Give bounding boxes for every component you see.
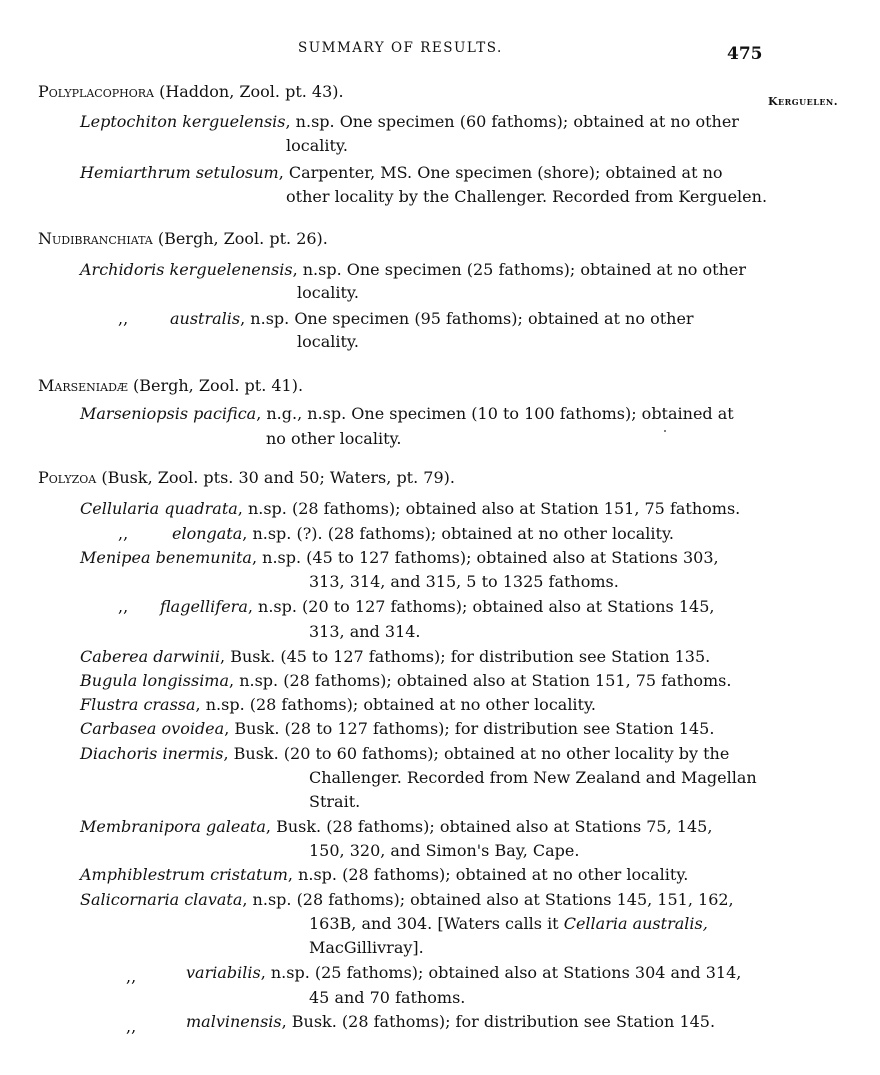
species-details: , Busk. (28 fathoms); obtained also at Stations 75, 145,: [265, 817, 713, 836]
species-entry: [80, 647, 710, 667]
continuation-line: 150, 320, and Simon's Bay, Cape.: [309, 841, 580, 860]
group-ref: (Haddon, Zool. pt. 43).: [153, 82, 344, 101]
species-details: , n.sp. (25 fathoms); obtained also at Stations 304 and 314,: [260, 963, 742, 982]
species-details: , n.sp. (28 fathoms); obtained at no other locality.: [195, 695, 596, 714]
species-entry: [80, 112, 739, 132]
species-name: australis: [170, 309, 241, 328]
species-entry: [80, 548, 719, 568]
species-details: , n.sp. (28 fathoms); obtained also at Station 151, 75 fathoms.: [229, 671, 732, 690]
species-details: , n.sp. One specimen (60 fathoms); obtained at no other: [285, 112, 739, 131]
species-details: , n.sp. (?). (28 fathoms); obtained at no other locality.: [242, 524, 674, 543]
species-name: Archidoris kerguelenensis: [80, 260, 293, 279]
species-entry: [186, 1012, 715, 1032]
ditto-mark: ,,: [126, 1017, 137, 1036]
continuation-line: no other locality.: [266, 429, 402, 448]
species-name: variabilis: [186, 963, 261, 982]
group-ref: (Bergh, Zool. pt. 41).: [127, 376, 304, 395]
species-details: , Carpenter, MS. One specimen (shore); obtained at no: [278, 163, 723, 182]
continuation-line: 313, 314, and 315, 5 to 1325 fathoms.: [309, 572, 619, 591]
running-title: SUMMARY OF RESULTS.: [298, 40, 503, 56]
ditto-mark: ,,: [118, 309, 129, 328]
continuation-line: Strait.: [309, 792, 361, 811]
group-name: Polyplacophora: [38, 82, 154, 101]
species-details: , n.sp. One specimen (25 fathoms); obtained at no other: [292, 260, 746, 279]
species-details: , Busk. (20 to 60 fathoms); obtained at no other locality by the: [223, 744, 730, 763]
species-details: , n.g., n.sp. One specimen (10 to 100 fathoms); obtained at: [256, 404, 734, 423]
section-heading: [38, 468, 455, 488]
species-details: , n.sp. One specimen (95 fathoms); obtained at no other: [240, 309, 694, 328]
species-entry: [80, 890, 734, 910]
species-name: Marseniopsis pacifica: [80, 404, 257, 423]
species-entry: [170, 309, 694, 329]
species-details: , Busk. (45 to 127 fathoms); for distribution see Station 135.: [220, 647, 711, 666]
species-name: elongata: [172, 524, 243, 543]
species-name: Amphiblestrum cristatum: [80, 865, 288, 884]
continuation-line: [309, 914, 708, 934]
species-name: Membranipora galeata: [80, 817, 266, 836]
species-name: Carbasea ovoidea: [80, 719, 225, 738]
species-entry: [186, 963, 741, 983]
group-name: Nudibranchiata: [38, 229, 153, 248]
continuation-line: other locality by the Challenger. Recorded from Kerguelen.: [286, 187, 768, 206]
species-name: Caberea darwinii: [80, 647, 221, 666]
species-entry: [80, 719, 714, 739]
margin-note: Kerguelen.: [768, 95, 839, 108]
species-details: , n.sp. (28 fathoms); obtained at no other locality.: [287, 865, 689, 884]
continuation-line: locality.: [297, 283, 359, 302]
species-entry: [80, 744, 729, 764]
continuation-line: 45 and 70 fathoms.: [309, 988, 466, 1007]
species-details: , n.sp. (45 to 127 fathoms); obtained also at Stations 303,: [251, 548, 719, 567]
species-name: Bugula longissima: [80, 671, 230, 690]
species-name: malvinensis: [186, 1012, 282, 1031]
page-number: 475: [727, 44, 763, 64]
continuation-line: locality.: [286, 136, 348, 155]
species-entry: [80, 865, 688, 885]
species-name: flagellifera: [160, 597, 248, 616]
species-name: Salicornaria clavata: [80, 890, 243, 909]
species-entry: [160, 597, 714, 617]
section-heading: [38, 82, 344, 102]
species-entry: [80, 695, 596, 715]
group-ref: (Busk, Zool. pts. 30 and 50; Waters, pt. 79).: [96, 468, 455, 487]
species-details: , Busk. (28 fathoms); for distribution see Station 145.: [281, 1012, 716, 1031]
ditto-mark: ,,: [126, 967, 137, 986]
ink-speck: [664, 430, 666, 432]
species-details: , n.sp. (20 to 127 fathoms); obtained also at Stations 145,: [247, 597, 715, 616]
species-name: Flustra crassa: [80, 695, 196, 714]
ditto-mark: ,,: [118, 597, 129, 616]
continuation-line: Challenger. Recorded from New Zealand and Magellan: [309, 768, 757, 787]
species-details: , Busk. (28 to 127 fathoms); for distribution see Station 145.: [224, 719, 715, 738]
species-entry: [80, 671, 731, 691]
continuation-line: locality.: [297, 332, 359, 351]
species-entry: [172, 524, 674, 544]
continuation-line: MacGillivray].: [309, 938, 424, 957]
species-name: Cellularia quadrata: [80, 499, 238, 518]
ditto-mark: ,,: [118, 524, 129, 543]
species-entry: [80, 817, 712, 837]
species-details: , n.sp. (28 fathoms); obtained also at Stations 145, 151, 162,: [242, 890, 734, 909]
group-name: Polyzoa: [38, 468, 97, 487]
continuation-line: 313, and 314.: [309, 622, 421, 641]
species-entry: [80, 499, 740, 519]
species-entry: [80, 163, 723, 183]
species-details: , n.sp. (28 fathoms); obtained also at Station 151, 75 fathoms.: [237, 499, 741, 518]
species-name: Leptochiton kerguelensis: [80, 112, 286, 131]
section-heading: [38, 376, 303, 396]
group-name: Marseniadæ: [38, 376, 128, 395]
species-entry: [80, 260, 746, 280]
synonym-name: Cellaria australis,: [563, 914, 708, 933]
species-name: Diachoris inermis: [80, 744, 224, 763]
species-name: Menipea benemunita: [80, 548, 252, 567]
species-name: Hemiarthrum setulosum: [80, 163, 279, 182]
section-heading: [38, 229, 328, 249]
continuation-text: 163B, and 304. [Waters calls it: [309, 914, 564, 933]
group-ref: (Bergh, Zool. pt. 26).: [152, 229, 328, 248]
species-entry: [80, 404, 734, 424]
